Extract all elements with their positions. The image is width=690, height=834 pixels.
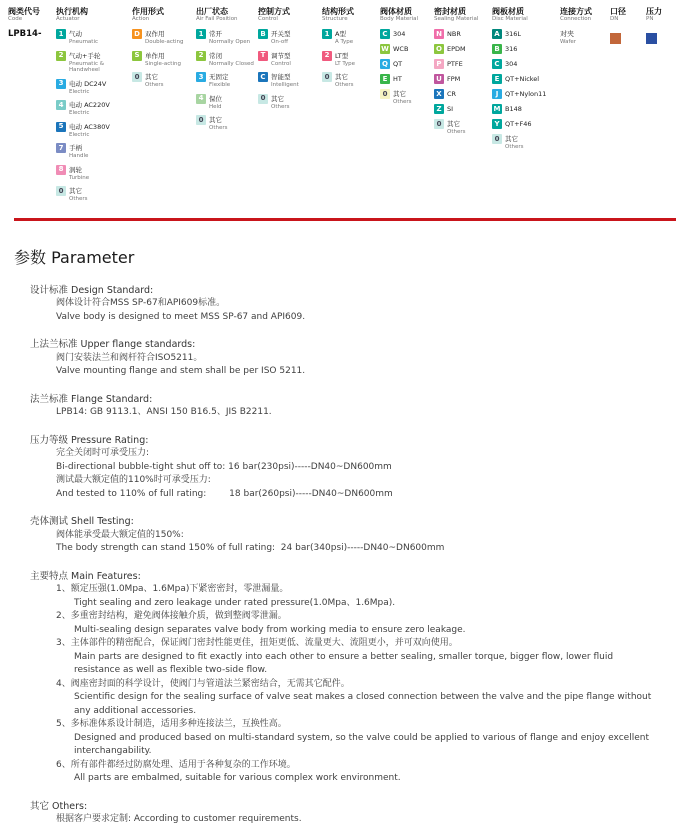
section-line: 5、多标准体系设计制造，适用多种连接法兰，互换性高。 bbox=[56, 719, 287, 729]
code-item-row bbox=[492, 104, 558, 114]
code-item bbox=[56, 122, 130, 139]
code-column-code bbox=[8, 7, 56, 44]
column-header-en: Actuator bbox=[56, 16, 80, 22]
code-item-label-zh: QT+F46 bbox=[505, 120, 532, 128]
code-item-label-en: Held bbox=[209, 103, 222, 110]
code-item bbox=[434, 104, 490, 114]
code-item-row bbox=[380, 44, 432, 54]
code-item-label-zh: 气动+手轮 bbox=[69, 51, 101, 60]
code-column-action bbox=[132, 7, 196, 94]
code-letter-box: E bbox=[492, 74, 502, 84]
section-line: And tested to 110% of full rating: 18 bar(260psi)-----DN40~DN600mm bbox=[56, 488, 393, 499]
pn-color-swatch bbox=[646, 33, 657, 44]
code-item-row bbox=[380, 29, 432, 39]
code-item-label-en: Handle bbox=[69, 153, 89, 159]
parameter-section bbox=[30, 434, 670, 502]
code-item-row bbox=[322, 51, 378, 61]
code-item-label-en: Electric bbox=[69, 110, 90, 116]
code-item bbox=[434, 119, 490, 136]
code-item bbox=[258, 29, 320, 46]
code-item-row bbox=[196, 72, 256, 82]
code-letter-box: 1 bbox=[56, 29, 66, 39]
column-header bbox=[560, 7, 608, 25]
section-line: 3、主体部件的精密配合，保证阀门密封性能更佳，扭矩更低、流量更大、流阻更小，并可双向使用。 bbox=[56, 638, 458, 648]
code-item-label-zh: 电动 DC24V bbox=[69, 79, 107, 88]
column-header-en: Sealing Material bbox=[434, 16, 479, 22]
code-item bbox=[492, 89, 558, 99]
section-line: 4、阀座密封面的科学设计，使阀门与管道法兰紧密结合，无需其它配件。 bbox=[56, 678, 350, 689]
code-letter-box: 2 bbox=[196, 51, 206, 61]
code-item-label-zh: QT bbox=[393, 60, 403, 68]
section-heading: 设计标准 Design Standard: bbox=[30, 284, 154, 296]
code-item bbox=[258, 51, 320, 68]
section-line: 1、额定压强(1.0Mpa、1.6Mpa)下紧密密封，零泄漏量。 bbox=[56, 584, 289, 594]
code-item-row bbox=[196, 51, 256, 61]
code-item-label-zh: PTFE bbox=[447, 60, 463, 68]
code-item-label-zh: A型 bbox=[335, 30, 346, 38]
code-item bbox=[492, 119, 558, 129]
code-item bbox=[322, 51, 378, 68]
code-item bbox=[322, 72, 378, 89]
swatch-item-pn bbox=[646, 29, 678, 48]
code-letter-box: 1 bbox=[196, 29, 206, 39]
red-divider bbox=[14, 218, 676, 221]
code-letter-box: C bbox=[380, 29, 390, 39]
code-item-row bbox=[196, 29, 256, 39]
code-item bbox=[258, 72, 320, 89]
code-item bbox=[196, 94, 256, 111]
code-value: LPB14- bbox=[8, 29, 42, 39]
column-header bbox=[258, 7, 320, 25]
code-item-row bbox=[434, 119, 490, 129]
parameter-sections bbox=[30, 284, 670, 827]
code-letter-box: Y bbox=[492, 119, 502, 129]
column-header bbox=[380, 7, 432, 25]
code-item-row bbox=[258, 51, 320, 61]
code-letter-box: 0 bbox=[492, 134, 502, 144]
code-item-label-zh: 304 bbox=[505, 60, 518, 68]
section-heading: 壳体测试 Shell Testing: bbox=[30, 516, 134, 527]
section-line: Tight sealing and zero leakage under rated pressure(1.0Mpa、1.6Mpa). bbox=[74, 597, 396, 608]
code-item bbox=[434, 74, 490, 84]
code-item bbox=[258, 94, 320, 111]
section-line: LPB14: GB 9113.1、ANSI 150 B16.5、JIS B2211. bbox=[56, 407, 272, 417]
section-line: All parts are embalmed, suitable for various complex work environment. bbox=[74, 773, 401, 783]
code-item-row bbox=[56, 29, 130, 39]
code-letter-box: 1 bbox=[322, 29, 332, 39]
section-line: Valve mounting flange and stem shall be per ISO 5211. bbox=[56, 366, 306, 376]
code-item bbox=[322, 29, 378, 46]
code-item bbox=[434, 29, 490, 39]
code-letter-box: 4 bbox=[196, 94, 206, 104]
code-item bbox=[492, 104, 558, 114]
code-column-disc-material bbox=[492, 7, 560, 156]
code-item-row bbox=[56, 100, 130, 110]
code-item-row bbox=[132, 51, 194, 61]
code-value: 对夹 bbox=[560, 30, 574, 38]
code-item-row bbox=[56, 122, 130, 132]
code-letter-box: 3 bbox=[56, 79, 66, 89]
code-item-label-en: Others bbox=[335, 82, 354, 88]
code-item-label-en: Others bbox=[505, 144, 524, 150]
parameter-section bbox=[30, 338, 670, 379]
code-item-label-en: Flexible bbox=[209, 82, 231, 88]
code-item-row bbox=[56, 143, 130, 153]
code-column-structure bbox=[322, 7, 380, 94]
code-item-label-zh: 316 bbox=[505, 45, 518, 53]
code-item-label-zh: 其它 bbox=[271, 94, 284, 103]
code-item-label-zh: 手柄 bbox=[69, 144, 82, 152]
code-letter-box: 0 bbox=[56, 186, 66, 196]
column-header-zh: 出厂状态 bbox=[196, 7, 228, 16]
code-item-row bbox=[492, 119, 558, 129]
code-column-air-fail-position bbox=[196, 7, 258, 137]
code-item-label-en: Intelligent bbox=[271, 82, 299, 88]
code-letter-box: D bbox=[132, 29, 142, 39]
column-header bbox=[196, 7, 256, 25]
code-item bbox=[380, 44, 432, 54]
column-header bbox=[434, 7, 490, 25]
code-item bbox=[380, 59, 432, 69]
code-item bbox=[56, 79, 130, 96]
code-item-label-zh: 开关型 bbox=[271, 30, 291, 38]
column-header-en: Body Material bbox=[380, 16, 418, 22]
code-item bbox=[132, 51, 194, 68]
code-item-row bbox=[380, 74, 432, 84]
code-item bbox=[132, 72, 194, 89]
code-letter-box: B bbox=[492, 44, 502, 54]
code-item-label-en: Turbine bbox=[69, 174, 90, 181]
code-item bbox=[196, 115, 256, 132]
column-header-zh: 压力 bbox=[646, 7, 662, 16]
code-letter-box: W bbox=[381, 44, 389, 53]
code-letter-box: 0 bbox=[322, 72, 332, 82]
section-heading: 压力等级 Pressure Rating: bbox=[30, 434, 149, 446]
code-letter-box: S bbox=[132, 51, 142, 61]
section-line: 6、所有部件都经过防腐处理、适用于各种复杂的工作环境。 bbox=[56, 759, 296, 770]
code-item-label-en: Pneumatic & Handwheel bbox=[69, 60, 105, 73]
code-item bbox=[492, 44, 558, 54]
code-letter-box: 0 bbox=[196, 115, 206, 125]
code-item-row bbox=[434, 29, 490, 39]
code-letter-box: T bbox=[258, 51, 268, 61]
dn-color-swatch bbox=[610, 33, 621, 44]
code-item bbox=[56, 51, 130, 74]
code-item-label-en: Single-acting bbox=[145, 60, 181, 67]
section-line: 根据客户要求定制: According to customer requirements. bbox=[56, 814, 302, 824]
section-line: Valve body is designed to meet MSS SP-67 and API609. bbox=[56, 311, 306, 322]
code-item-label-en: Others bbox=[447, 129, 466, 135]
section-line: Main parts are designed to fit exactly into each other to ensure a better sealing, smaller torque, bigger flow, lower fluid resistance as well as flexible two-side flow. bbox=[74, 651, 616, 675]
code-item-row bbox=[434, 89, 490, 99]
code-item-row bbox=[132, 72, 194, 82]
model-code-table bbox=[0, 0, 690, 208]
code-item-label-zh: 调节型 bbox=[271, 51, 291, 60]
column-header-zh: 阀体材质 bbox=[380, 7, 412, 16]
code-item-label-zh: 316L bbox=[505, 30, 522, 38]
code-item-label-zh: LT型 bbox=[335, 51, 349, 60]
column-header bbox=[8, 7, 54, 25]
code-item-row bbox=[434, 44, 490, 54]
code-item-row bbox=[492, 74, 558, 84]
code-item-row bbox=[434, 74, 490, 84]
column-header-zh: 控制方式 bbox=[258, 7, 290, 16]
code-letter-box: 2 bbox=[56, 51, 66, 61]
code-item-label-zh: CR bbox=[447, 90, 457, 98]
code-item-label-en: Pneumatic bbox=[69, 39, 99, 45]
code-item-label-en: On-off bbox=[271, 39, 289, 45]
code-item-label-zh: 其它 bbox=[505, 135, 518, 143]
code-letter-box: O bbox=[434, 44, 444, 54]
section-heading: 主要特点 Main Features: bbox=[30, 570, 141, 582]
code-item-label-zh: QT+Nylon11 bbox=[505, 90, 547, 98]
code-item-row bbox=[492, 29, 558, 39]
code-item-label-en: Others bbox=[69, 196, 88, 202]
code-item bbox=[196, 51, 256, 68]
code-letter-box: M bbox=[493, 104, 501, 113]
code-item-row bbox=[56, 165, 130, 175]
code-letter-box: 5 bbox=[56, 122, 66, 132]
code-item-label-zh: 其它 bbox=[447, 120, 460, 128]
column-header-zh: 作用形式 bbox=[132, 7, 164, 16]
code-item-row bbox=[492, 134, 558, 144]
code-column-body-material bbox=[380, 7, 434, 111]
code-item bbox=[56, 165, 130, 182]
section-line: 阀体能承受最大额定值的150%: bbox=[56, 529, 184, 540]
code-item-row bbox=[196, 115, 256, 125]
section-line: 2、多重密封结构，避免阀体接触介质，做到整阀零泄漏。 bbox=[56, 611, 287, 621]
column-header-en: Code bbox=[8, 16, 23, 22]
parameter-section bbox=[30, 284, 670, 325]
code-item-label-zh: QT+Nickel bbox=[505, 75, 540, 83]
code-item-label-zh: 常开 bbox=[209, 30, 222, 38]
section-line: Bi-directional bubble-tight shut off to: 16 bar(230psi)-----DN40~DN600mm bbox=[56, 461, 392, 472]
parameter-section bbox=[30, 515, 670, 556]
code-column-dn bbox=[610, 7, 646, 53]
section-heading: 其它 Others: bbox=[30, 800, 88, 812]
code-item bbox=[380, 89, 432, 106]
code-column-actuator bbox=[56, 7, 132, 208]
code-letter-box: 0 bbox=[258, 94, 268, 104]
section-line: Designed and produced based on multi-standard system, so the valve could be applied to various of flange and enjoy excellent interchangability. bbox=[74, 732, 652, 756]
code-item-label-zh: 电动 AC380V bbox=[69, 122, 110, 131]
code-item-label-zh: 常闭 bbox=[209, 51, 222, 60]
code-item-label-zh: HT bbox=[393, 75, 402, 83]
code-letter-box: Q bbox=[380, 59, 390, 69]
column-header bbox=[646, 7, 678, 25]
code-item-label-en: Electric bbox=[69, 88, 90, 95]
code-item-label-zh: 气动 bbox=[69, 30, 82, 38]
code-item bbox=[56, 29, 130, 46]
code-item-label-en: Others bbox=[145, 82, 164, 88]
code-item-label-en: Normally Closed bbox=[209, 60, 254, 67]
section-line: 阀门安装法兰和阀杆符合ISO5211。 bbox=[56, 352, 203, 363]
code-item-row bbox=[380, 59, 432, 69]
section-line: 阀体设计符合MSS SP-67和API609标准。 bbox=[56, 298, 226, 308]
column-header-en: Air Fail Position bbox=[196, 16, 238, 22]
column-header-en: Action bbox=[132, 16, 150, 22]
code-item-label-zh: 涡轮 bbox=[69, 165, 82, 174]
code-item-row bbox=[434, 104, 490, 114]
code-item bbox=[434, 59, 490, 69]
parameter-section bbox=[30, 570, 670, 786]
code-item bbox=[434, 44, 490, 54]
code-item-label-en: LT Type bbox=[335, 60, 356, 67]
code-item bbox=[492, 29, 558, 39]
code-letter-box: C bbox=[492, 59, 502, 69]
code-letter-box: 7 bbox=[56, 143, 66, 153]
code-item-label-en: Control bbox=[271, 60, 291, 67]
column-header bbox=[610, 7, 644, 25]
section-line: The body strength can stand 150% of full rating: 24 bar(340psi)-----DN40~DN600mm bbox=[56, 543, 445, 553]
code-item-label-en: Double-acting bbox=[145, 39, 184, 45]
code-letter-box: 4 bbox=[56, 100, 66, 110]
code-letter-box: B bbox=[258, 29, 268, 39]
column-header-zh: 密封材质 bbox=[434, 7, 466, 16]
code-text-item bbox=[8, 29, 54, 39]
code-letter-box: U bbox=[434, 74, 444, 84]
code-letter-box: A bbox=[492, 29, 502, 39]
code-item bbox=[380, 29, 432, 39]
code-item bbox=[434, 89, 490, 99]
code-item-label-zh: B148 bbox=[505, 105, 522, 113]
code-letter-box: X bbox=[434, 89, 444, 99]
code-letter-box: C bbox=[258, 72, 268, 82]
section-line: 完全关闭时可承受压力: bbox=[56, 448, 150, 458]
section-line: 测试最大额定值的110%时可承受压力: bbox=[56, 475, 211, 485]
code-item-label-en: Others bbox=[393, 99, 412, 105]
code-item-label-en: Others bbox=[209, 125, 228, 131]
code-column-pn bbox=[646, 7, 680, 53]
code-item-label-en: A Type bbox=[335, 39, 354, 45]
code-item-label-zh: 保位 bbox=[209, 94, 222, 103]
code-item-label-zh: NBR bbox=[447, 30, 461, 38]
column-header-zh: 口径 bbox=[610, 7, 626, 16]
code-column-connection bbox=[560, 7, 610, 50]
code-item bbox=[132, 29, 194, 46]
column-header bbox=[322, 7, 378, 25]
code-item-label-zh: 其它 bbox=[209, 116, 222, 124]
code-item-label-zh: SI bbox=[447, 105, 454, 113]
code-item-row bbox=[492, 89, 558, 99]
column-header-en: DN bbox=[610, 16, 619, 22]
section-heading: 上法兰标准 Upper flange standards: bbox=[30, 339, 196, 350]
code-item-label-zh: 电动 AC220V bbox=[69, 101, 110, 109]
code-item-label-zh: 其它 bbox=[393, 90, 406, 98]
column-header-en: Structure bbox=[322, 16, 348, 22]
code-item-label-zh: 其它 bbox=[145, 73, 158, 81]
code-item-label-en: Normally Open bbox=[209, 39, 251, 45]
code-column-control bbox=[258, 7, 322, 115]
code-item bbox=[380, 74, 432, 84]
code-item-row bbox=[492, 59, 558, 69]
code-item-label-zh: EPDM bbox=[447, 45, 466, 53]
code-letter-box: Z bbox=[434, 104, 444, 114]
column-header bbox=[56, 7, 130, 25]
code-column-sealing-material bbox=[434, 7, 492, 141]
code-letter-box: 0 bbox=[380, 89, 390, 99]
column-header-en: PN bbox=[646, 16, 654, 22]
code-item-row bbox=[56, 79, 130, 89]
code-item-label-zh: 304 bbox=[393, 30, 406, 38]
code-item-row bbox=[258, 29, 320, 39]
code-letter-box: 2 bbox=[322, 51, 332, 61]
code-item-label-zh: FPM bbox=[447, 75, 461, 83]
code-item bbox=[196, 29, 256, 46]
code-item-label-zh: 智能型 bbox=[271, 73, 291, 81]
code-text-item bbox=[560, 29, 608, 45]
code-item-row bbox=[322, 29, 378, 39]
code-item-label-zh: 其它 bbox=[335, 73, 348, 81]
code-item-row bbox=[132, 29, 194, 39]
code-letter-box: P bbox=[434, 59, 444, 69]
section-heading: 法兰标准 Flange Standard: bbox=[30, 393, 153, 405]
code-item-row bbox=[434, 59, 490, 69]
code-item bbox=[492, 74, 558, 84]
section-line: Scientific design for the sealing surface of valve seat makes a closed connection between the valve and the pipe flange without any additional accessories. bbox=[74, 692, 655, 716]
code-letter-box: 0 bbox=[132, 72, 142, 82]
column-header bbox=[492, 7, 558, 25]
parameter-title: 参数 Parameter bbox=[14, 247, 135, 267]
code-item bbox=[56, 100, 130, 117]
code-item-row bbox=[322, 72, 378, 82]
code-letter-box: J bbox=[492, 89, 502, 99]
code-item-row bbox=[492, 44, 558, 54]
code-value-en: Wafer bbox=[560, 39, 577, 45]
column-header bbox=[132, 7, 194, 25]
code-item-row bbox=[258, 94, 320, 104]
code-item-row bbox=[56, 51, 130, 61]
swatch-item-dn bbox=[610, 29, 644, 48]
parameter-section bbox=[30, 800, 670, 827]
code-letter-box: 3 bbox=[196, 72, 206, 82]
column-header-zh: 阀板材质 bbox=[492, 7, 524, 16]
parameter-section bbox=[30, 393, 670, 420]
code-item-row bbox=[56, 186, 130, 196]
code-item bbox=[492, 59, 558, 69]
column-header-en: Connection bbox=[560, 16, 592, 22]
code-item-label-zh: WCB bbox=[393, 45, 409, 53]
column-header-zh: 结构形式 bbox=[322, 7, 354, 16]
column-header-en: Disc Material bbox=[492, 16, 528, 22]
code-item bbox=[56, 186, 130, 203]
code-letter-box: 0 bbox=[434, 119, 444, 129]
code-item bbox=[492, 134, 558, 151]
column-header-zh: 执行机构 bbox=[56, 7, 88, 16]
code-item-label-en: Others bbox=[271, 103, 290, 110]
code-letter-box: 8 bbox=[56, 165, 66, 175]
code-item-label-en: Electric bbox=[69, 131, 90, 138]
code-item-row bbox=[258, 72, 320, 82]
code-letter-box: E bbox=[380, 74, 390, 84]
column-header-zh: 连接方式 bbox=[560, 7, 592, 16]
code-item-label-zh: 其它 bbox=[69, 187, 82, 195]
column-header-en: Control bbox=[258, 16, 278, 22]
code-item-label-zh: 双作用 bbox=[145, 30, 165, 38]
code-item-label-zh: 单作用 bbox=[145, 51, 165, 60]
code-item-row bbox=[196, 94, 256, 104]
column-header-zh: 阀类代号 bbox=[8, 7, 40, 16]
code-item bbox=[196, 72, 256, 89]
section-line: Multi-sealing design separates valve body from working media to ensure zero leakage. bbox=[74, 624, 466, 635]
code-item bbox=[56, 143, 130, 160]
code-item-row bbox=[380, 89, 432, 99]
code-item-label-zh: 无固定 bbox=[209, 73, 229, 81]
code-letter-box: N bbox=[434, 29, 444, 39]
